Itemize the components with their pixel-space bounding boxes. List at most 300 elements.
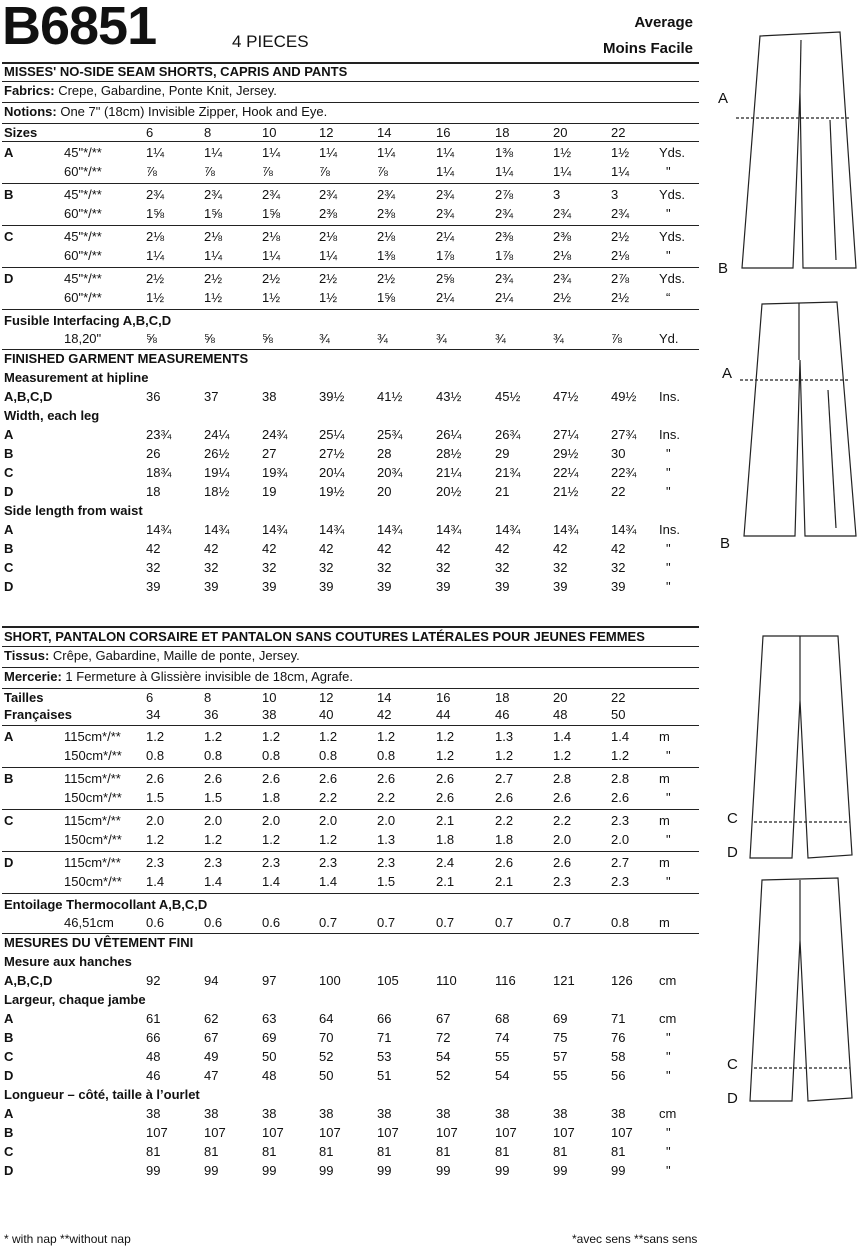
- side-value: 107: [262, 1125, 284, 1140]
- width-value: 50: [262, 1049, 277, 1064]
- yardage-value: 1¼: [495, 164, 514, 179]
- side-value: 81: [377, 1144, 392, 1159]
- french-size-heading: 48: [553, 707, 568, 722]
- yardage-value: 1⅜: [495, 145, 514, 160]
- yardage-value: 2.3: [319, 855, 338, 870]
- yardage-value: 1.8: [436, 832, 455, 847]
- hip-label: Measurement at hipline: [4, 370, 149, 385]
- diagram-view-letter: C: [727, 1056, 738, 1073]
- notions-text: One 7" (18cm) Invisible Zipper, Hook and Eye.: [56, 104, 328, 119]
- yardage-value: 2¾: [495, 206, 514, 221]
- width-value: 24¾: [262, 427, 288, 442]
- width-value: 20¼: [319, 465, 345, 480]
- side-value: 107: [146, 1125, 168, 1140]
- yardage-value: 2.6: [436, 771, 455, 786]
- hip-value: 49½: [611, 389, 637, 404]
- side-value: 32: [262, 560, 277, 575]
- side-value: 39: [204, 579, 219, 594]
- width-value: 46: [146, 1068, 161, 1083]
- fabric-width: 115cm*/**: [64, 771, 121, 786]
- width-value: 21¾: [495, 465, 521, 480]
- yardage-value: 2.4: [436, 855, 455, 870]
- yardage-value: 3: [611, 187, 619, 202]
- width-key: A: [4, 1011, 14, 1026]
- width-value: 57: [553, 1049, 568, 1064]
- width-label: Largeur, chaque jambe: [4, 992, 146, 1007]
- side-value: 99: [319, 1163, 334, 1178]
- width-value: 28: [377, 446, 392, 461]
- side-value: 42: [319, 541, 334, 556]
- width-value: 19½: [319, 484, 345, 499]
- fabric-width: 150cm*/**: [64, 748, 122, 763]
- side-value: 32: [377, 560, 392, 575]
- width-value: 20½: [436, 484, 462, 499]
- width-value: 69: [262, 1030, 277, 1045]
- yardage-value: 1.4: [611, 729, 630, 744]
- yardage-unit: ": [666, 248, 671, 263]
- yardage-value: 2¾: [262, 187, 281, 202]
- fabrics-label: Tissus:: [4, 648, 50, 663]
- size-heading: 22: [611, 690, 626, 705]
- width-value: 22¼: [553, 465, 579, 480]
- side-unit: ": [666, 579, 671, 594]
- size-heading: 16: [436, 690, 451, 705]
- width-value: 71: [377, 1030, 392, 1045]
- fabric-width: 60"*/**: [64, 164, 102, 179]
- side-value: 99: [262, 1163, 277, 1178]
- yardage-value: 1½: [319, 290, 338, 305]
- width-value: 72: [436, 1030, 451, 1045]
- yardage-unit: “: [666, 290, 671, 305]
- interfacing-value: 0.6: [204, 915, 223, 930]
- yardage-value: 2.0: [319, 813, 338, 828]
- yardage-value: 2⅛: [319, 229, 338, 244]
- size-heading: 18: [495, 690, 510, 705]
- hip-unit: cm: [659, 973, 677, 988]
- width-value: 25¼: [319, 427, 345, 442]
- yardage-value: 2⅝: [436, 271, 455, 286]
- yardage-value: 1¼: [204, 248, 223, 263]
- french-size-heading: 40: [319, 707, 334, 722]
- side-value: 14¾: [611, 522, 637, 537]
- yardage-value: 2⅛: [262, 229, 281, 244]
- french-interfacing-label: Entoilage Thermocollant A,B,C,D: [4, 897, 208, 912]
- width-value: 26½: [204, 446, 230, 461]
- yardage-value: ⅞: [377, 164, 388, 179]
- yardage-value: 1.8: [262, 790, 281, 805]
- side-unit: cm: [659, 1106, 677, 1121]
- yardage-value: 2½: [553, 290, 572, 305]
- hip-value: 43½: [436, 389, 462, 404]
- side-value: 99: [611, 1163, 626, 1178]
- width-unit: Ins.: [659, 427, 680, 442]
- yardage-value: 2¾: [553, 271, 572, 286]
- yardage-value: 1.2: [495, 748, 514, 763]
- pants-view-1-outline: [742, 32, 856, 268]
- yardage-value: 2¾: [553, 206, 572, 221]
- side-value: 81: [611, 1144, 626, 1159]
- yardage-value: 1.2: [553, 748, 572, 763]
- yardage-value: 0.8: [319, 748, 338, 763]
- yardage-value: 1.2: [436, 729, 455, 744]
- side-value: 39: [146, 579, 161, 594]
- yardage-value: 1⅝: [146, 206, 165, 221]
- size-heading: 6: [146, 125, 154, 140]
- view-label: C: [4, 813, 14, 828]
- size-heading: 8: [204, 125, 212, 140]
- view-label: D: [4, 271, 14, 286]
- yardage-value: 2.2: [495, 813, 514, 828]
- interfacing-value: 0.6: [262, 915, 281, 930]
- hip-value: 41½: [377, 389, 403, 404]
- yardage-unit: ": [666, 748, 671, 763]
- yardage-value: 1⅝: [262, 206, 281, 221]
- french-size-heading: 50: [611, 707, 626, 722]
- view-label: C: [4, 229, 14, 244]
- yardage-value: 1¼: [319, 145, 338, 160]
- diagram-view-letter: C: [727, 810, 738, 827]
- yardage-value: 2.3: [553, 874, 572, 889]
- size-heading: 12: [319, 125, 334, 140]
- french-title: SHORT, PANTALON CORSAIRE ET PANTALON SANS COUTURES LATÉRALES POUR JEUNES FEMMES: [4, 629, 645, 644]
- side-key: D: [4, 579, 14, 594]
- side-value: 81: [319, 1144, 334, 1159]
- side-value: 39: [495, 579, 510, 594]
- side-key: A: [4, 522, 14, 537]
- yardage-unit: Yds.: [659, 271, 686, 286]
- hip-value: 38: [262, 389, 277, 404]
- width-value: 26¾: [495, 427, 521, 442]
- size-heading: 8: [204, 690, 212, 705]
- yardage-value: 2¼: [436, 290, 455, 305]
- yardage-value: 2¼: [436, 229, 455, 244]
- side-value: 107: [377, 1125, 399, 1140]
- diagram-view-letter: D: [727, 844, 738, 861]
- width-value: 52: [436, 1068, 451, 1083]
- yardage-unit: ": [666, 206, 671, 221]
- yardage-value: 2¾: [436, 206, 455, 221]
- french-sizes-label: Tailles: [4, 690, 44, 705]
- side-value: 81: [553, 1144, 568, 1159]
- width-value: 25¾: [377, 427, 403, 442]
- yardage-value: 2.6: [495, 790, 514, 805]
- yardage-value: 1.5: [204, 790, 223, 805]
- width-value: 76: [611, 1030, 626, 1045]
- yardage-value: 0.8: [204, 748, 223, 763]
- width-value: 29½: [553, 446, 579, 461]
- interfacing-value: ⅝: [146, 331, 157, 346]
- size-heading: 18: [495, 125, 510, 140]
- hip-value: 39½: [319, 389, 345, 404]
- side-key: D: [4, 1163, 14, 1178]
- side-value: 38: [611, 1106, 626, 1121]
- yardage-value: 2¾: [611, 206, 630, 221]
- width-value: 30: [611, 446, 626, 461]
- french-size-heading: 46: [495, 707, 510, 722]
- yardage-value: 2.0: [377, 813, 396, 828]
- side-value: 38: [436, 1106, 451, 1121]
- width-unit: ": [666, 1030, 671, 1045]
- width-value: 28½: [436, 446, 462, 461]
- yardage-value: 1¼: [146, 145, 165, 160]
- yardage-value: 1½: [611, 145, 630, 160]
- yardage-value: 1.3: [377, 832, 396, 847]
- side-unit: ": [666, 560, 671, 575]
- yardage-value: 2.2: [377, 790, 396, 805]
- yardage-value: 2¾: [495, 271, 514, 286]
- interfacing-unit: Yd.: [659, 331, 679, 346]
- side-value: 107: [553, 1125, 575, 1140]
- yardage-value: 2¾: [436, 187, 455, 202]
- side-key: B: [4, 1125, 14, 1140]
- yardage-value: 2.7: [495, 771, 514, 786]
- yardage-value: 1.5: [377, 874, 396, 889]
- french-finished-label: MESURES DU VÊTEMENT FINI: [4, 935, 194, 950]
- yardage-value: 3: [553, 187, 561, 202]
- view-label: A: [4, 729, 14, 744]
- side-value: 42: [553, 541, 568, 556]
- yardage-value: 1¼: [204, 145, 223, 160]
- french-size-heading: 34: [146, 707, 161, 722]
- width-value: 27¾: [611, 427, 637, 442]
- yardage-value: 2.6: [436, 790, 455, 805]
- width-value: 21¼: [436, 465, 462, 480]
- yardage-value: 2.6: [319, 771, 338, 786]
- pants-view-2-fold: [828, 390, 836, 528]
- width-value: 20¾: [377, 465, 403, 480]
- interfacing-width: 18,20": [64, 331, 102, 346]
- width-unit: ": [666, 465, 671, 480]
- width-unit: ": [666, 1068, 671, 1083]
- yardage-unit: ": [666, 874, 671, 889]
- yardage-value: 1.2: [611, 748, 630, 763]
- yardage-value: 1.2: [146, 729, 165, 744]
- yardage-value: 2.2: [319, 790, 338, 805]
- side-value: 38: [319, 1106, 334, 1121]
- hip-value: 110: [436, 973, 457, 988]
- view-label: B: [4, 771, 14, 786]
- yardage-value: 1¼: [319, 248, 338, 263]
- hip-value: 100: [319, 973, 341, 988]
- yardage-value: 2.0: [204, 813, 223, 828]
- yardage-value: 0.8: [146, 748, 165, 763]
- side-value: 107: [495, 1125, 517, 1140]
- hip-value: 116: [495, 973, 516, 988]
- size-heading: 22: [611, 125, 626, 140]
- yardage-value: 1¼: [553, 164, 572, 179]
- yardage-value: 2¾: [377, 187, 396, 202]
- side-value: 14¾: [436, 522, 462, 537]
- hip-value: 94: [204, 973, 219, 988]
- width-value: 53: [377, 1049, 392, 1064]
- yardage-value: 1.2: [204, 832, 223, 847]
- yardage-value: 2⅛: [204, 229, 223, 244]
- width-value: 58: [611, 1049, 626, 1064]
- french-size-heading: 42: [377, 707, 392, 722]
- side-value: 39: [377, 579, 392, 594]
- side-value: 14¾: [146, 522, 172, 537]
- side-value: 14¾: [495, 522, 521, 537]
- width-value: 68: [495, 1011, 510, 1026]
- yardage-value: 2½: [262, 271, 281, 286]
- size-heading: 6: [146, 690, 154, 705]
- width-value: 19¾: [262, 465, 288, 480]
- yardage-value: 1.3: [495, 729, 514, 744]
- fabrics-label: Fabrics:: [4, 83, 55, 98]
- yardage-unit: m: [659, 813, 670, 828]
- yardage-value: 1.5: [146, 790, 165, 805]
- yardage-value: 1½: [262, 290, 281, 305]
- yardage-value: 2½: [377, 271, 396, 286]
- yardage-value: 2.3: [377, 855, 396, 870]
- width-value: 66: [146, 1030, 161, 1045]
- english-finished-label: FINISHED GARMENT MEASUREMENTS: [4, 351, 249, 366]
- yardage-value: 1.4: [204, 874, 223, 889]
- width-value: 18¾: [146, 465, 172, 480]
- width-value: 54: [495, 1068, 510, 1083]
- side-value: 99: [553, 1163, 568, 1178]
- yardage-value: 2.0: [146, 813, 165, 828]
- hip-label: Mesure aux hanches: [4, 954, 132, 969]
- width-value: 49: [204, 1049, 219, 1064]
- yardage-value: 1¼: [611, 164, 630, 179]
- yardage-value: 1¼: [436, 164, 455, 179]
- width-value: 62: [204, 1011, 219, 1026]
- fabric-width: 45"*/**: [64, 187, 102, 202]
- yardage-value: 2⅛: [377, 229, 396, 244]
- side-value: 14¾: [553, 522, 579, 537]
- size-heading: 14: [377, 125, 392, 140]
- width-unit: ": [666, 484, 671, 499]
- french-size-heading: 44: [436, 707, 451, 722]
- width-value: 19¼: [204, 465, 230, 480]
- side-value: 38: [377, 1106, 392, 1121]
- yardage-value: 2.6: [611, 790, 630, 805]
- yardage-value: 1¼: [262, 248, 281, 263]
- width-key: A: [4, 427, 14, 442]
- side-value: 32: [204, 560, 219, 575]
- hip-value: 92: [146, 973, 161, 988]
- yardage-unit: m: [659, 729, 670, 744]
- french-size-heading: 36: [204, 707, 219, 722]
- yardage-value: 1⅞: [495, 248, 514, 263]
- interfacing-value: 0.7: [495, 915, 514, 930]
- yardage-value: ⅞: [319, 164, 330, 179]
- width-value: 22: [611, 484, 626, 499]
- pants-view-2-outline: [744, 302, 856, 536]
- width-value: 23¾: [146, 427, 172, 442]
- yardage-value: 2.1: [495, 874, 514, 889]
- size-heading: 10: [262, 125, 277, 140]
- hip-value: 121: [553, 973, 575, 988]
- side-value: 99: [204, 1163, 219, 1178]
- interfacing-value: ¾: [436, 331, 447, 346]
- side-value: 38: [146, 1106, 161, 1121]
- yardage-unit: ": [666, 790, 671, 805]
- side-value: 107: [436, 1125, 458, 1140]
- notions-label: Mercerie:: [4, 669, 62, 684]
- width-value: 67: [436, 1011, 451, 1026]
- interfacing-value: ⅞: [611, 331, 622, 346]
- piece-count: 4 PIECES: [232, 32, 309, 51]
- yardage-unit: Yds.: [659, 187, 686, 202]
- yardage-value: 2.3: [262, 855, 281, 870]
- side-value: 107: [611, 1125, 633, 1140]
- yardage-value: 2.8: [553, 771, 572, 786]
- capri-view-1-outline: [750, 636, 852, 858]
- yardage-value: 1.2: [262, 729, 281, 744]
- width-value: 56: [611, 1068, 626, 1083]
- width-label: Width, each leg: [4, 408, 100, 423]
- side-value: 14¾: [204, 522, 230, 537]
- yardage-value: 2.1: [436, 874, 455, 889]
- yardage-value: 2.3: [611, 874, 630, 889]
- width-value: 71: [611, 1011, 626, 1026]
- side-value: 99: [495, 1163, 510, 1178]
- side-key: C: [4, 1144, 14, 1159]
- yardage-value: 1¼: [436, 145, 455, 160]
- width-value: 18: [146, 484, 161, 499]
- yardage-value: 1.8: [495, 832, 514, 847]
- side-unit: ": [666, 1163, 671, 1178]
- side-value: 42: [262, 541, 277, 556]
- yardage-value: 1.2: [319, 729, 338, 744]
- width-value: 63: [262, 1011, 277, 1026]
- interfacing-value: ¾: [377, 331, 388, 346]
- width-value: 52: [319, 1049, 334, 1064]
- yardage-unit: ": [666, 164, 671, 179]
- side-value: 32: [553, 560, 568, 575]
- width-key: B: [4, 1030, 14, 1045]
- width-unit: ": [666, 446, 671, 461]
- width-value: 67: [204, 1030, 219, 1045]
- yardage-value: 1.2: [262, 832, 281, 847]
- yardage-unit: Yds.: [659, 145, 686, 160]
- side-value: 39: [319, 579, 334, 594]
- interfacing-value: 0.7: [377, 915, 396, 930]
- side-value: 107: [204, 1125, 226, 1140]
- side-value: 32: [436, 560, 451, 575]
- french-sizes-label: Françaises: [4, 707, 72, 722]
- width-key: D: [4, 484, 14, 499]
- yardage-value: 1.2: [146, 832, 165, 847]
- yardage-value: 2⅜: [319, 206, 338, 221]
- side-key: C: [4, 560, 14, 575]
- fabric-width: 150cm*/**: [64, 790, 122, 805]
- yardage-value: 1.2: [319, 832, 338, 847]
- interfacing-unit: m: [659, 915, 670, 930]
- yardage-value: 2½: [611, 290, 630, 305]
- yardage-value: 1.4: [146, 874, 165, 889]
- fabric-width: 60"*/**: [64, 206, 102, 221]
- yardage-value: 2.6: [495, 855, 514, 870]
- pants-view-1-fold: [830, 120, 836, 260]
- width-value: 69: [553, 1011, 568, 1026]
- width-value: 19: [262, 484, 277, 499]
- footer-nap-french: *avec sens **sans sens: [572, 1232, 698, 1246]
- interfacing-value: 0.8: [611, 915, 630, 930]
- yardage-value: 2.6: [262, 771, 281, 786]
- yardage-value: 1.4: [262, 874, 281, 889]
- side-value: 81: [495, 1144, 510, 1159]
- hip-value: 126: [611, 973, 633, 988]
- fabric-width: 60"*/**: [64, 248, 102, 263]
- yardage-value: 2.6: [146, 771, 165, 786]
- diagram-view-letter: A: [718, 90, 729, 107]
- fabric-width: 115cm*/**: [64, 729, 121, 744]
- interfacing-value: 0.7: [553, 915, 572, 930]
- width-value: 50: [319, 1068, 334, 1083]
